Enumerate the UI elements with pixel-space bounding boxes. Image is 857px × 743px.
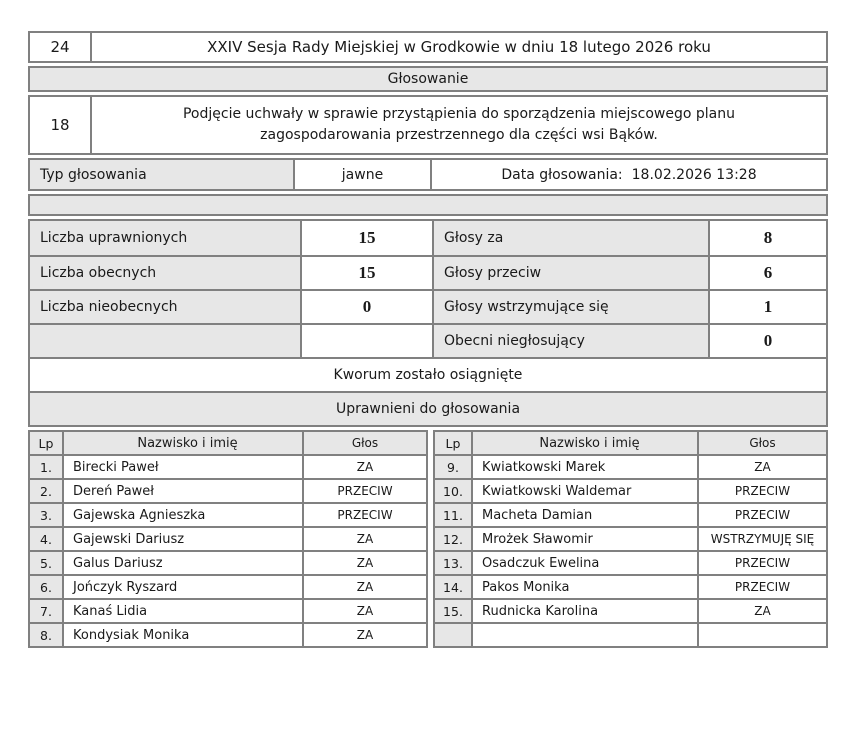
vote-date <box>430 160 826 189</box>
voting-protocol-document <box>28 31 828 648</box>
voter-name: Mrożek Sławomir <box>471 528 697 550</box>
voter-vote: ZA <box>302 576 426 598</box>
voter-vote: ZA <box>302 624 426 646</box>
voter-row <box>435 502 826 526</box>
eligible-voters-header: Uprawnieni do głosowania <box>30 391 826 425</box>
stat-label-empty <box>30 325 300 357</box>
stat-label-votes-for: Głosy za <box>432 221 708 255</box>
voter-name: Osadczuk Ewelina <box>471 552 697 574</box>
voting-section-header <box>28 66 828 92</box>
stat-label-abstentions: Głosy wstrzymujące się <box>432 291 708 323</box>
voter-row <box>435 478 826 502</box>
vote-type-section <box>28 158 828 191</box>
agenda-item-number: 18 <box>50 116 70 134</box>
session-title: XXIV Sesja Rady Miejskiej w Grodkowie w dniu 18 lutego 2026 roku <box>90 33 826 61</box>
voter-name: Kwiatkowski Marek <box>471 456 697 478</box>
voter-row <box>30 550 426 574</box>
voter-table-header <box>435 432 826 454</box>
voter-name: Rudnicka Karolina <box>471 600 697 622</box>
voter-name: Macheta Damian <box>471 504 697 526</box>
voter-row <box>30 478 426 502</box>
voter-vote: ZA <box>302 456 426 478</box>
voter-name: Galus Dariusz <box>62 552 302 574</box>
voter-number: 13. <box>435 552 471 574</box>
voter-table-left <box>28 430 428 648</box>
voter-number: 1. <box>30 456 62 478</box>
voter-vote: ZA <box>697 456 826 478</box>
voter-row <box>30 622 426 646</box>
voter-vote: ZA <box>697 600 826 622</box>
vote-date-value: 18.02.2026 13:28 <box>631 166 757 183</box>
vote-statistics-section <box>28 219 828 427</box>
voter-number: 4. <box>30 528 62 550</box>
voter-row <box>30 526 426 550</box>
voter-vote: ZA <box>302 600 426 622</box>
voter-number: 7. <box>30 600 62 622</box>
voter-number: 15. <box>435 600 471 622</box>
voter-row-empty <box>435 622 826 646</box>
stat-label-eligible: Liczba uprawnionych <box>30 221 300 255</box>
stat-value-empty <box>300 325 432 357</box>
voter-row <box>435 454 826 478</box>
voter-vote: PRZECIW <box>302 504 426 526</box>
voter-roster <box>28 430 828 648</box>
voter-row <box>30 502 426 526</box>
voter-number <box>435 624 471 646</box>
stat-value-present: 15 <box>300 257 432 289</box>
quorum-status: Kworum zostało osiągnięte <box>30 357 826 391</box>
voter-row <box>435 574 826 598</box>
voter-vote: PRZECIW <box>697 576 826 598</box>
voter-name: Gajewska Agnieszka <box>62 504 302 526</box>
voter-table-header <box>30 432 426 454</box>
stats-row <box>30 289 826 323</box>
column-header-lp: Lp <box>30 432 62 454</box>
voter-number: 12. <box>435 528 471 550</box>
voter-row <box>435 550 826 574</box>
stat-label-present: Liczba obecnych <box>30 257 300 289</box>
voter-name <box>471 624 697 646</box>
voter-row <box>435 526 826 550</box>
voter-number: 10. <box>435 480 471 502</box>
voter-vote: ZA <box>302 552 426 574</box>
voter-vote <box>697 624 826 646</box>
stat-value-votes-for: 8 <box>708 221 826 255</box>
voter-row <box>435 598 826 622</box>
stat-label-not-voting: Obecni niegłosujący <box>432 325 708 357</box>
stat-value-absent: 0 <box>300 291 432 323</box>
voter-number: 9. <box>435 456 471 478</box>
stat-value-eligible: 15 <box>300 221 432 255</box>
spacer-band <box>28 194 828 216</box>
voter-number: 2. <box>30 480 62 502</box>
voter-row <box>30 598 426 622</box>
voting-section-header-label: Głosowanie <box>387 71 469 87</box>
voter-vote: PRZECIW <box>697 480 826 502</box>
stats-row <box>30 221 826 255</box>
voter-row <box>30 454 426 478</box>
voter-vote: PRZECIW <box>697 552 826 574</box>
stat-label-votes-against: Głosy przeciw <box>432 257 708 289</box>
stat-value-votes-against: 6 <box>708 257 826 289</box>
column-header-name: Nazwisko i imię <box>62 432 302 454</box>
stat-value-not-voting: 0 <box>708 325 826 357</box>
voter-name: Kwiatkowski Waldemar <box>471 480 697 502</box>
stat-value-abstentions: 1 <box>708 291 826 323</box>
voter-name: Birecki Paweł <box>62 456 302 478</box>
column-header-lp: Lp <box>435 432 471 454</box>
voter-number: 14. <box>435 576 471 598</box>
voter-number: 6. <box>30 576 62 598</box>
vote-type-label: Typ głosowania <box>30 160 293 189</box>
session-header-section <box>28 31 828 63</box>
voter-name: Dereń Paweł <box>62 480 302 502</box>
column-header-vote: Głos <box>697 432 826 454</box>
voter-vote: WSTRZYMUJĘ SIĘ <box>697 528 826 550</box>
session-number: 24 <box>50 38 70 56</box>
voter-name: Kanaś Lidia <box>62 600 302 622</box>
vote-type-value: jawne <box>293 160 430 189</box>
voter-number: 8. <box>30 624 62 646</box>
voter-table-right <box>433 430 828 648</box>
voter-number: 5. <box>30 552 62 574</box>
voter-vote: PRZECIW <box>302 480 426 502</box>
vote-date-label: Data głosowania: <box>501 166 623 183</box>
column-header-vote: Głos <box>302 432 426 454</box>
voter-row <box>30 574 426 598</box>
stats-row <box>30 323 826 357</box>
stat-label-absent: Liczba nieobecnych <box>30 291 300 323</box>
voter-number: 3. <box>30 504 62 526</box>
stats-row <box>30 255 826 289</box>
voter-number: 11. <box>435 504 471 526</box>
agenda-item-title: Podjęcie uchwały w sprawie przystąpienia do sporządzenia miejscowego planu zagospodarowania przestrzennego dla części wsi Bąków. <box>90 97 826 153</box>
voter-name: Jończyk Ryszard <box>62 576 302 598</box>
voter-name: Pakos Monika <box>471 576 697 598</box>
voter-vote: ZA <box>302 528 426 550</box>
voter-name: Kondysiak Monika <box>62 624 302 646</box>
voter-name: Gajewski Dariusz <box>62 528 302 550</box>
agenda-item-section <box>28 95 828 155</box>
column-header-name: Nazwisko i imię <box>471 432 697 454</box>
voter-vote: PRZECIW <box>697 504 826 526</box>
